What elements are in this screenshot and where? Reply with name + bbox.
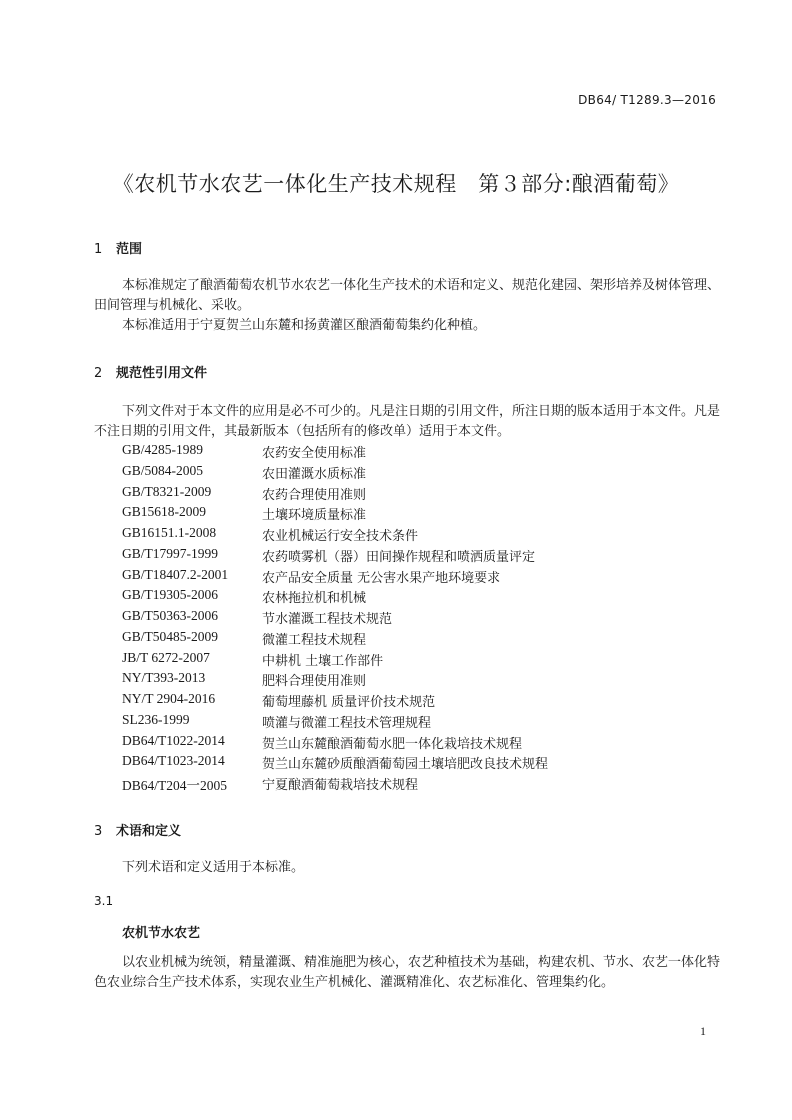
reference-code: JB/T 6272-2007	[122, 649, 210, 665]
paragraph: 以农业机械为统领，精量灌溉、精准施肥为核心，农艺种植技术为基础，构建农机、节水、农艺一体化特色农业综合生产技术体系，实现农业生产机械化、灌溉精准化、农艺标准化、管理集约化。	[94, 955, 721, 990]
term-heading: 农机节水农艺	[122, 926, 201, 941]
reference-title: 贺兰山东麓酿酒葡萄水肥一体化栽培技术规程	[262, 736, 523, 752]
reference-code: SL236-1999	[122, 711, 190, 727]
reference-code: DB64/T204一2005	[122, 778, 228, 793]
subsection-number: 3.1	[94, 894, 114, 908]
page-number: 1	[700, 1024, 706, 1038]
reference-title: 葡萄埋藤机 质量评价技术规范	[262, 695, 436, 710]
reference-code: GB16151.1-2008	[122, 525, 217, 540]
reference-code: GB/T50485-2009	[122, 628, 218, 644]
section-number: 1	[94, 242, 103, 257]
reference-code: GB/T8321-2009	[122, 483, 212, 499]
reference-code: GB/5084-2005	[122, 462, 203, 478]
reference-title: 农田灌溉水质标准	[262, 466, 367, 482]
term-definition	[94, 953, 724, 993]
reference-title: 农药合理使用准则	[262, 487, 367, 503]
reference-code: DB64/T1022-2014	[122, 732, 225, 748]
section-2-heading	[94, 362, 207, 381]
section-3-body	[94, 858, 724, 878]
reference-code: NY/T393-2013	[122, 670, 206, 686]
reference-title: 农药安全使用标准	[262, 446, 367, 461]
reference-title: 贺兰山东麓砂质酿酒葡萄园土壤培肥改良技术规程	[262, 757, 549, 773]
section-number: 3	[94, 824, 103, 839]
section-1-heading	[94, 238, 142, 257]
reference-title: 农产品安全质量 无公害水果产地环境要求	[262, 570, 501, 586]
document-title: 《农机节水农艺一体化生产技术规程 第３部分:酿酒葡萄》	[112, 172, 680, 196]
section-2-body	[94, 402, 724, 442]
section-title: 规范性引用文件	[116, 366, 208, 381]
reference-title: 土壤环境质量标准	[262, 508, 367, 524]
paragraph: 本标准适用于宁夏贺兰山东麓和扬黄灌区酿酒葡萄集约化种植。	[122, 318, 487, 333]
reference-title: 农业机械运行安全技术条件	[262, 529, 419, 544]
paragraph: 下列文件对于本文件的应用是必不可少的。凡是注日期的引用文件，所注日期的版本适用于本文件。凡是不注日期的引用文件，其最新版本（包括所有的修改单）适用于本文件。	[94, 404, 721, 439]
reference-code: GB/T19305-2006	[122, 587, 218, 603]
section-title: 术语和定义	[116, 824, 182, 839]
reference-code: NY/T 2904-2016	[122, 691, 216, 706]
reference-title: 中耕机 土壤工作部件	[262, 653, 384, 669]
reference-title: 肥料合理使用准则	[262, 674, 367, 690]
reference-code: DB64/T1023-2014	[122, 753, 225, 769]
reference-code: GB/T18407.2-2001	[122, 566, 229, 582]
section-3-heading	[94, 820, 181, 839]
section-number: 2	[94, 366, 103, 381]
reference-title: 宁夏酿酒葡萄栽培技术规程	[262, 778, 419, 793]
reference-title: 农林拖拉机和机械	[262, 591, 367, 607]
reference-code: GB/T50363-2006	[122, 608, 218, 623]
reference-code: GB/4285-1989	[122, 442, 203, 457]
reference-title: 节水灌溉工程技术规范	[262, 612, 393, 627]
paragraph: 下列术语和定义适用于本标准。	[122, 860, 305, 875]
document-number: DB64/ T1289.3—2016	[578, 93, 716, 107]
reference-title: 农药喷雾机（器）田间操作规程和喷洒质量评定	[262, 549, 536, 565]
reference-title: 微灌工程技术规程	[262, 632, 367, 648]
reference-code: GB/T17997-1999	[122, 545, 218, 561]
paragraph: 本标准规定了酿酒葡萄农机节水农艺一体化生产技术的术语和定义、规范化建园、架形培养及树体管理、田间管理与机械化、采收。	[94, 278, 721, 313]
section-title: 范围	[116, 242, 143, 257]
section-1-body	[94, 276, 724, 336]
reference-code: GB15618-2009	[122, 504, 206, 520]
reference-title: 喷灌与微灌工程技术管理规程	[262, 715, 432, 731]
